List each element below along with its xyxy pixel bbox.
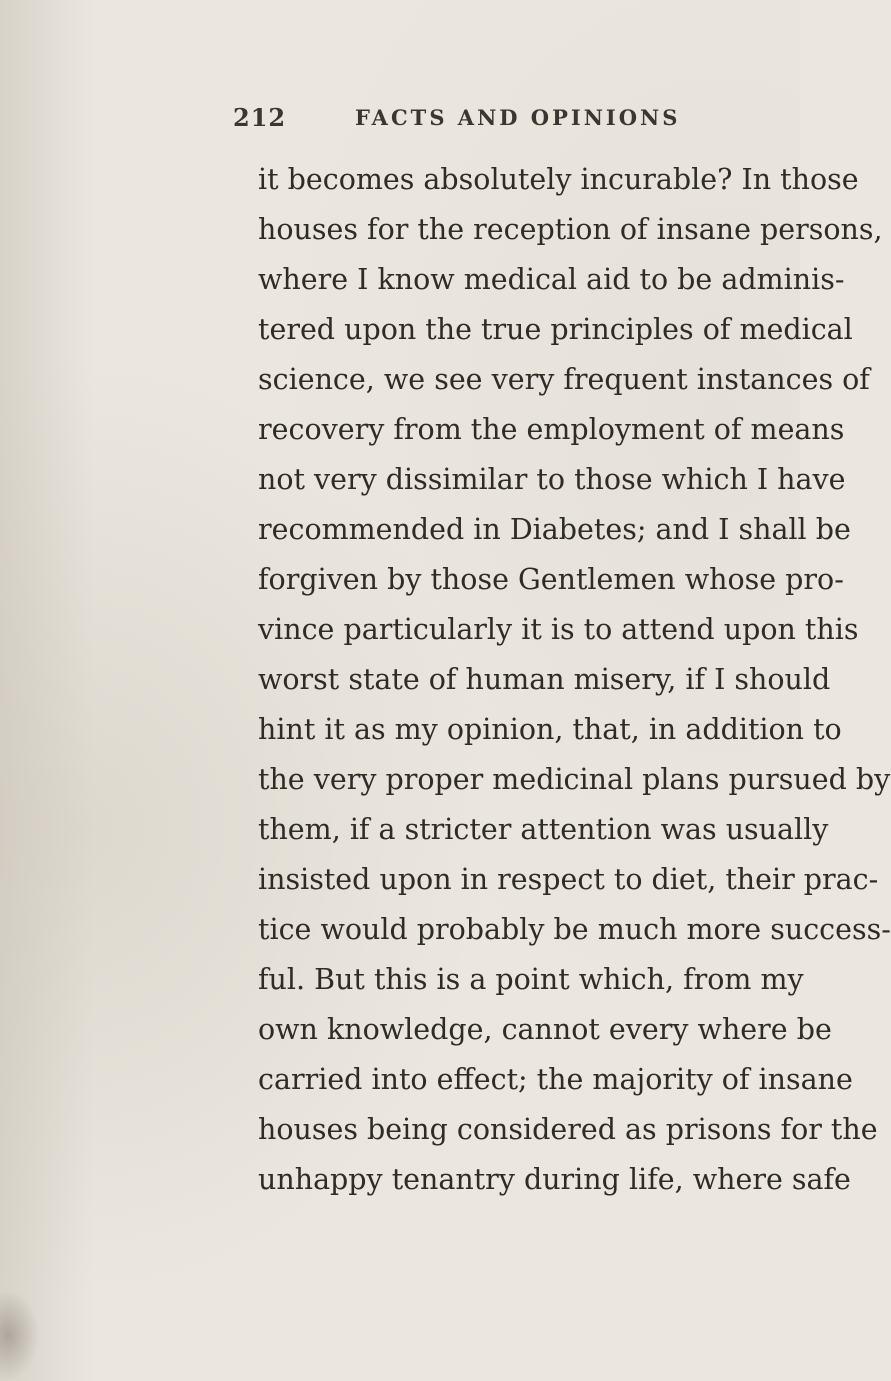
text-line: tice would probably be much more success- xyxy=(258,913,891,946)
text-line: the very proper medicinal plans pursued by xyxy=(258,763,891,796)
running-head: FACTS AND OPINIONS xyxy=(355,105,681,130)
text-line: hint it as my opinion, that, in addition to xyxy=(258,713,842,746)
text-line: houses for the reception of insane persons, xyxy=(258,213,883,246)
text-line: forgiven by those Gentlemen whose pro- xyxy=(258,563,844,596)
text-line: vince particularly it is to attend upon this xyxy=(258,613,859,646)
text-line: own knowledge, cannot every where be xyxy=(258,1013,832,1046)
text-line: carried into effect; the majority of insane xyxy=(258,1063,853,1096)
text-line: ful. But this is a point which, from my xyxy=(258,963,804,996)
text-line: it becomes absolutely incurable? In those xyxy=(258,163,859,196)
text-line: where I know medical aid to be adminis- xyxy=(258,263,845,296)
text-line: unhappy tenantry during life, where safe xyxy=(258,1163,851,1196)
text-line: recovery from the employment of means xyxy=(258,413,845,446)
body-text xyxy=(258,155,891,1205)
text-line: them, if a stricter attention was usually xyxy=(258,813,829,846)
gutter-shadow xyxy=(0,0,95,1381)
page-header xyxy=(0,103,800,137)
text-line: recommended in Diabetes; and I shall be xyxy=(258,513,851,546)
text-line: tered upon the true principles of medical xyxy=(258,313,853,346)
text-line: science, we see very frequent instances of xyxy=(258,363,870,396)
text-line: houses being considered as prisons for the xyxy=(258,1113,878,1146)
text-line: insisted upon in respect to diet, their prac- xyxy=(258,863,879,896)
page-number: 212 xyxy=(233,103,287,132)
page-stain xyxy=(0,1290,40,1380)
text-line: not very dissimilar to those which I have xyxy=(258,463,846,496)
text-line: worst state of human misery, if I should xyxy=(258,663,831,696)
